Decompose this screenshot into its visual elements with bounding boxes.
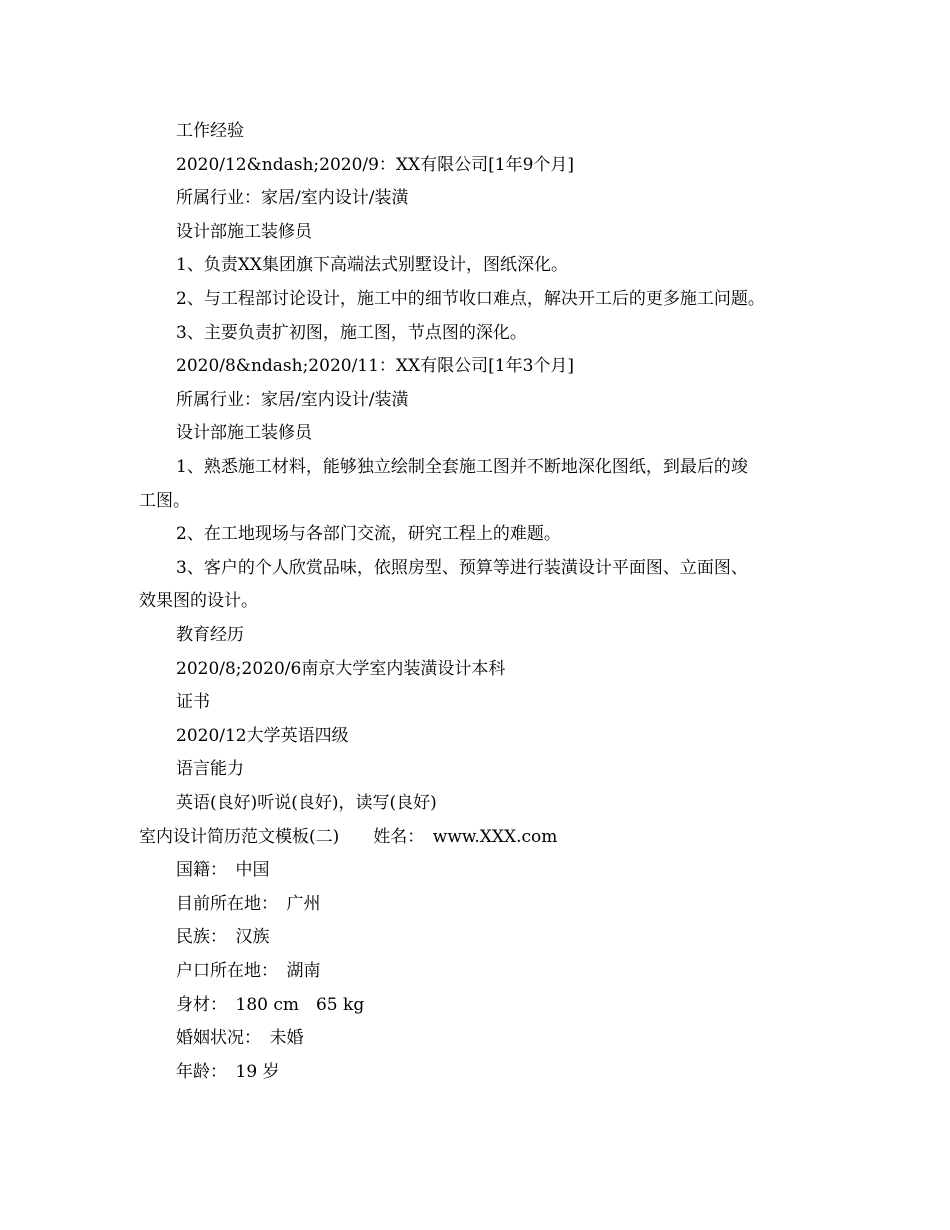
text-line: 效果图的设计。: [139, 591, 258, 612]
text-line: 设计部施工装修员: [176, 221, 312, 242]
text-line: 年龄： 19 岁: [176, 1061, 280, 1082]
text-line: 工图。: [139, 490, 190, 511]
text-line: 民族： 汉族: [176, 927, 270, 948]
text-line: 设计部施工装修员: [176, 423, 312, 444]
text-line: 3、主要负责扩初图，施工图，节点图的深化。: [176, 322, 527, 343]
text-line: 1、负责XX集团旗下高端法式别墅设计，图纸深化。: [176, 255, 569, 276]
text-line: 2、在工地现场与各部门交流，研究工程上的难题。: [176, 524, 561, 545]
text-line: 室内设计简历范文模板(二) 姓名： www.XXX.com: [139, 826, 558, 847]
text-line: 国籍： 中国: [176, 860, 270, 881]
text-line: 证书: [176, 692, 210, 713]
text-line: 所属行业：家居/室内设计/装潢: [176, 389, 409, 410]
text-line: 身材： 180 cm 65 kg: [176, 994, 365, 1015]
text-line: 2020/8&ndash;2020/11：XX有限公司[1年3个月]: [176, 356, 575, 377]
text-line: 1、熟悉施工材料，能够独立绘制全套施工图并不断地深化图纸，到最后的竣: [176, 457, 748, 477]
text-line: 户口所在地： 湖南: [176, 961, 321, 981]
text-line: 婚姻状况： 未婚: [176, 1028, 304, 1049]
text-line: 2020/12大学英语四级: [176, 725, 349, 746]
text-line: 2020/12&ndash;2020/9：XX有限公司[1年9个月]: [176, 154, 575, 175]
text-line: 教育经历: [176, 625, 244, 645]
text-line: 2、与工程部讨论设计，施工中的细节收口难点，解决开工后的更多施工问题。: [176, 289, 765, 309]
text-line: 目前所在地： 广州: [176, 893, 321, 914]
text-line: 所属行业：家居/室内设计/装潢: [176, 188, 409, 209]
text-line: 工作经验: [176, 121, 244, 141]
text-line: 英语(良好)听说(良好)，读写(良好): [176, 793, 437, 813]
text-line: 语言能力: [176, 759, 244, 780]
text-line: 3、客户的个人欣赏品味，依照房型、预算等进行装潢设计平面图、立面图、: [176, 557, 748, 578]
text-line: 2020/8;2020/6南京大学室内装潢设计本科: [176, 658, 506, 679]
